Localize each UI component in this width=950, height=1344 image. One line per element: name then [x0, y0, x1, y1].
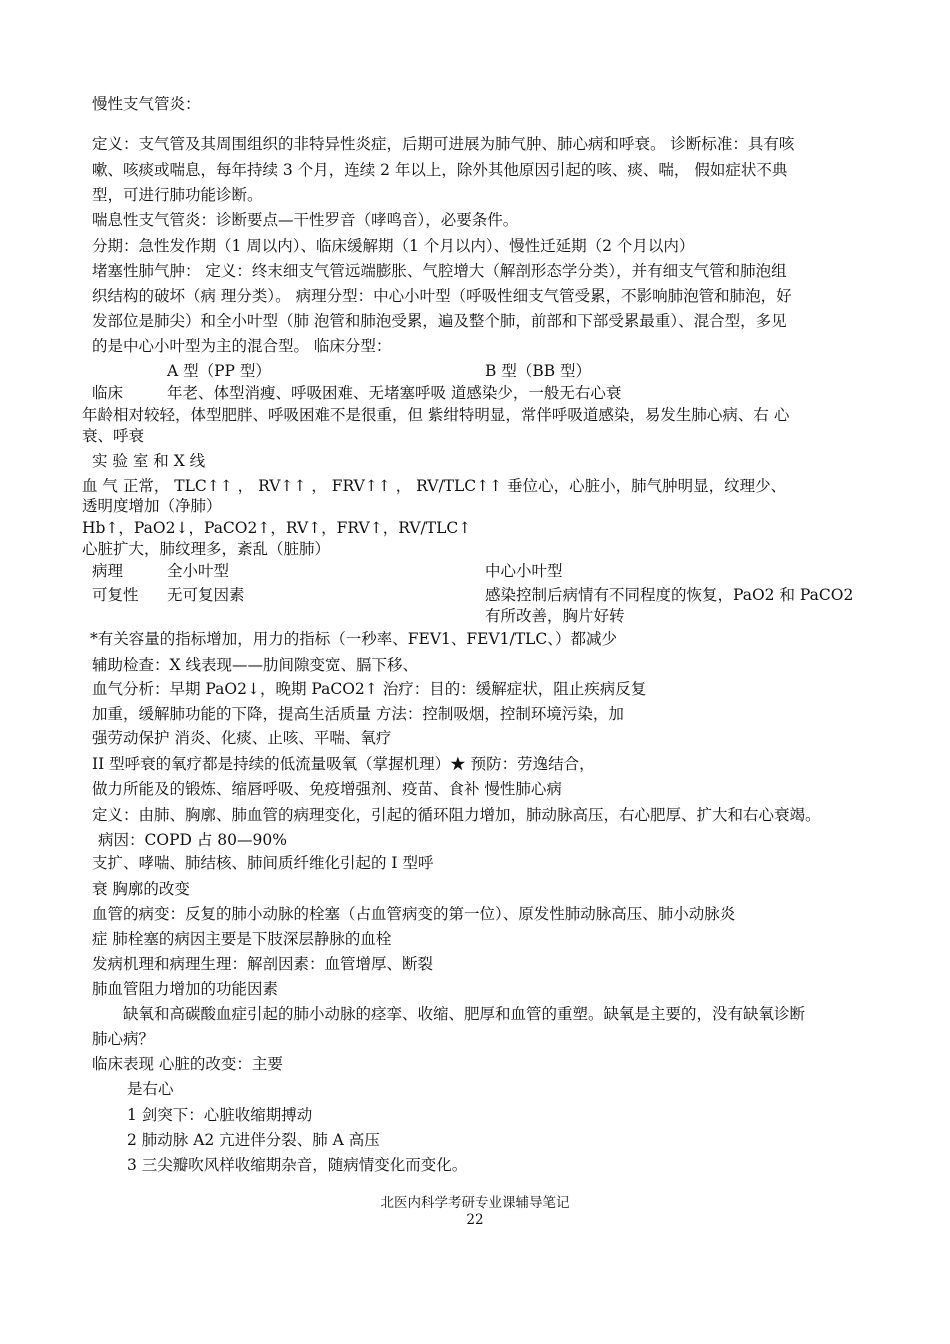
table-row-label: 临床 — [92, 384, 124, 402]
text-line: 支扩、哮喘、肺结核、肺间质纤维化引起的 I 型呼 — [92, 854, 434, 872]
text-line: 嗽、咳痰或喘息，每年持续 3 个月，连续 2 年以上，除外其他原因引起的咳、痰、喘， 假如症状不典 — [92, 161, 788, 179]
table-cell: 年老、体型消瘦、呼吸困难、无堵塞呼吸 道感染少，一般无右心衰 — [167, 384, 622, 402]
text-line: 分期：急性发作期（1 周以内）、临床缓解期（1 个月以内）、慢性迁延期（2 个月以内） — [92, 237, 695, 255]
table-cell: 感染控制后病情有不同程度的恢复，PaO2 和 PaCO2 — [485, 586, 854, 604]
table-cell: Hb↑，PaO2↓，PaCO2↑，RV↑，FRV↑，RV/TLC↑ — [82, 519, 472, 537]
table-row-label: 病理 — [92, 562, 124, 580]
text-line: 强劳动保护 消炎、化痰、止咳、平喘、氧疗 — [92, 729, 392, 747]
text-line: 织结构的破坏（病 理分类）。 病理分型：中心小叶型（呼吸性细支气管受累，不影响肺泡管和肺泡，好 — [92, 287, 792, 305]
table-cell: 中心小叶型 — [485, 562, 563, 580]
footer-title: 北医内科学考研专业课辅导笔记 — [380, 1195, 570, 1211]
table-header-type-a: A 型（PP 型） — [167, 362, 271, 380]
table-cell: 血 气 正常， TLC↑↑ ， RV↑↑ ， FRV↑↑ ， RV/TLC↑↑ 垂位心，心脏小，肺气肿明显，纹理少、 — [82, 477, 787, 495]
table-cell: 无可复因素 — [167, 586, 245, 604]
text-line: 定义：支气管及其周围组织的非特异性炎症，后期可进展为肺气肿、肺心病和呼衰。 诊断标准：具有咳 — [92, 135, 795, 153]
text-line: II 型呼衰的氧疗都是持续的低流量吸氧（掌握机理）★ 预防：劳逸结合， — [92, 755, 595, 773]
text-line: 定义：由肺、胸廓、肺血管的病理变化，引起的循环阻力增加，肺动脉高压，右心肥厚、扩大和右心衰竭。 — [92, 806, 821, 824]
list-item: 1 剑突下：心脏收缩期搏动 — [127, 1106, 313, 1124]
table-row-label: 可复性 — [92, 586, 139, 604]
table-header-type-b: B 型（BB 型） — [485, 362, 592, 380]
text-line: 肺心病？ — [92, 1030, 155, 1048]
text-line: 缺氧和高碳酸血症引起的肺小动脉的痉挛、收缩、肥厚和血管的重塑。缺氧是主要的，没有缺氧诊断 — [123, 1005, 806, 1023]
table-row-label: 实 验 室 和 X 线 — [92, 452, 206, 470]
text-line: 喘息性支气管炎：诊断要点—干性罗音（哮鸣音），必要条件。 — [92, 211, 519, 229]
text-line: 衰 胸廓的改变 — [92, 880, 190, 898]
table-cell: 有所改善，胸片好转 — [485, 607, 625, 625]
table-cell: 年龄相对较轻，体型肥胖、呼吸困难不是很重，但 紫绀特明显，常伴呼吸道感染，易发生肺心病、右 心 — [82, 406, 790, 424]
text-line: 血气分析：早期 PaO2↓，晚期 PaCO2↑ 治疗：目的：缓解症状，阻止疾病反复 — [92, 680, 647, 698]
table-cell: 全小叶型 — [167, 562, 230, 580]
table-cell: 透明度增加（净肺） — [82, 497, 222, 515]
text-line: *有关容量的指标增加，用力的指标（一秒率、FEV1、FEV1/TLC、）都减少 — [90, 630, 617, 648]
text-line: 发病机理和病理生理：解剖因素：血管增厚、断裂 — [92, 955, 434, 973]
text-line: 加重，缓解肺功能的下降，提高生活质量 方法：控制吸烟，控制环境污染，加 — [92, 705, 624, 723]
text-line: 肺血管阻力增加的功能因素 — [92, 980, 279, 998]
text-line: 发部位是肺尖）和全小叶型（肺 泡管和肺泡受累，遍及整个肺，前部和下部受累最重）、混合型，多见 — [92, 312, 787, 330]
text-line: 临床表现 心脏的改变：主要 — [92, 1055, 283, 1073]
text-line: 辅助检查：X 线表现——肋间隙变宽、膈下移、 — [92, 656, 418, 674]
text-line: 症 肺栓塞的病因主要是下肢深层静脉的血栓 — [92, 930, 392, 948]
text-line: 的是中心小叶型为主的混合型。 临床分型： — [92, 337, 392, 355]
text-line: 血管的病变：反复的肺小动脉的栓塞（占血管病变的第一位）、原发性肺动脉高压、肺小动脉炎 — [92, 905, 736, 923]
text-line: 做力所能及的锻炼、缩唇呼吸、免疫增强剂、疫苗、食补 慢性肺心病 — [92, 780, 562, 798]
page-number: 22 — [466, 1212, 484, 1228]
text-line: 是右心 — [127, 1080, 174, 1098]
text-line: 型，可进行肺功能诊断。 — [92, 186, 263, 204]
text-line: 堵塞性肺气肿： 定义：终末细支气管远端膨胀、气腔增大（解剖形态学分类），并有细支气管和肺泡组 — [92, 262, 787, 280]
table-cell: 心脏扩大，肺纹理多，紊乱（脏肺） — [82, 540, 331, 558]
heading-chronic-bronchitis: 慢性支气管炎： — [92, 95, 201, 113]
list-item: 3 三尖瓣吹风样收缩期杂音，随病情变化而变化。 — [127, 1156, 468, 1174]
list-item: 2 肺动脉 A2 亢进伴分裂、肺 A 高压 — [127, 1131, 380, 1149]
text-line: 病因：COPD 占 80—90% — [98, 831, 287, 849]
table-cell: 衰、呼衰 — [82, 427, 145, 445]
